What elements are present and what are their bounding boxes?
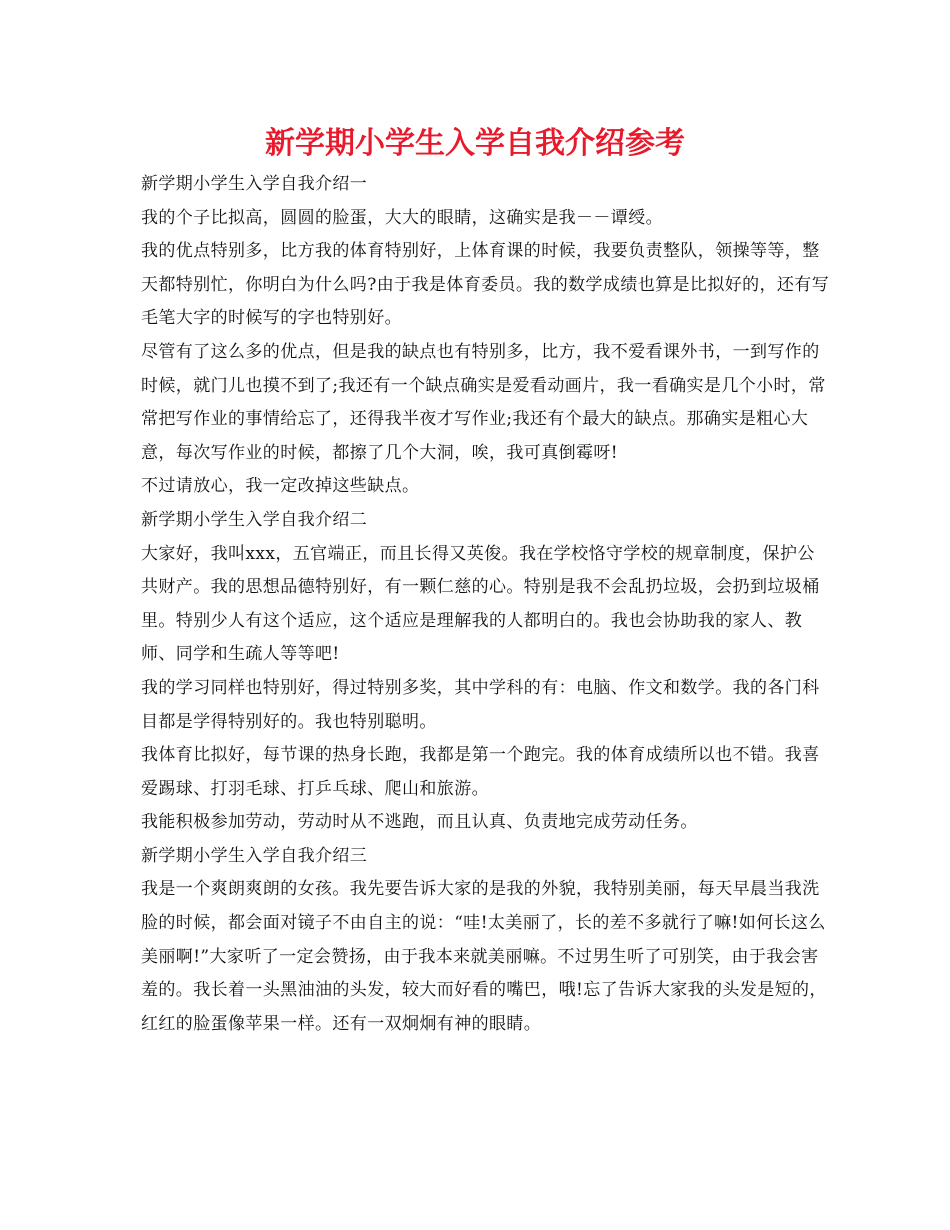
paragraph: 大家好，我叫xxx，五官端正，而且长得又英俊。我在学校恪守学校的规章制度，保护公共财产。我的思想品德特别好，有一颗仁慈的心。特别是我不会乱扔垃圾，会扔到垃圾桶里。特别少人有这个适应，这个适应是理解我的人都明白的。我也会协助我的家人、教师、同学和生疏人等等吧! [141, 543, 820, 665]
paragraph: 我是一个爽朗爽朗的女孩。我先要告诉大家的是我的外貌，我特别美丽，每天早晨当我洗脸的时候，都会面对镜子不由自主的说：“哇!太美丽了，长的差不多就行了嘛!如何长这么美丽啊!”大家听了一定会赞扬，由于我本来就美丽嘛。不过男生听了可别笑，由于我会害羞的。我长着一头黑油油的头发，较大而好看的嘴巴，哦!忘了告诉大家我的头发是短的，红红的脸蛋像苹果一样。还有一双炯炯有神的眼睛。 [141, 879, 827, 1034]
section-heading-2: 新学期小学生入学自我介绍二 [141, 509, 368, 530]
paragraph: 我的学习同样也特别好，得过特别多奖，其中学科的有：电脑、作文和数学。我的各门科目都是学得特别好的。我也特别聪明。 [141, 677, 820, 732]
paragraph: 我体育比拟好，每节课的热身长跑，我都是第一个跑完。我的体育成绩所以也不错。我喜爱踢球、打羽毛球、打乒乓球、爬山和旅游。 [141, 745, 820, 799]
paragraph: 我的优点特别多，比方我的体育特别好，上体育课的时候，我要负责整队，领操等等，整天都特别忙，你明白为什么吗?由于我是体育委员。我的数学成绩也算是比拟好的，还有写毛笔大字的时候写的字也特别好。 [141, 241, 830, 329]
paragraph: 尽管有了这么多的优点，但是我的缺点也有特别多，比方，我不爱看课外书，一到写作的时候，就门儿也摸不到了;我还有一个缺点确实是爱看动画片，我一看确实是几个小时，常常把写作业的事情给忘了，还得我半夜才写作业;我还有个最大的缺点。那确实是粗心大意，每次写作业的时候，都擦了几个大洞，唉，我可真倒霉呀! [141, 341, 826, 463]
paragraph: 不过请放心，我一定改掉这些缺点。 [141, 476, 420, 497]
section-heading-1: 新学期小学生入学自我介绍一 [141, 174, 368, 194]
section-heading-3: 新学期小学生入学自我介绍三 [141, 845, 368, 866]
paragraph: 我能积极参加劳动，劳动时从不逃跑，而且认真、负责地完成劳动任务。 [141, 812, 698, 833]
document-body [141, 168, 831, 1041]
document-title: 新学期小学生入学自我介绍参考 [265, 126, 685, 161]
paragraph: 我的个子比拟高，圆圆的脸蛋，大大的眼睛，这确实是我－－谭绶。 [141, 207, 663, 228]
